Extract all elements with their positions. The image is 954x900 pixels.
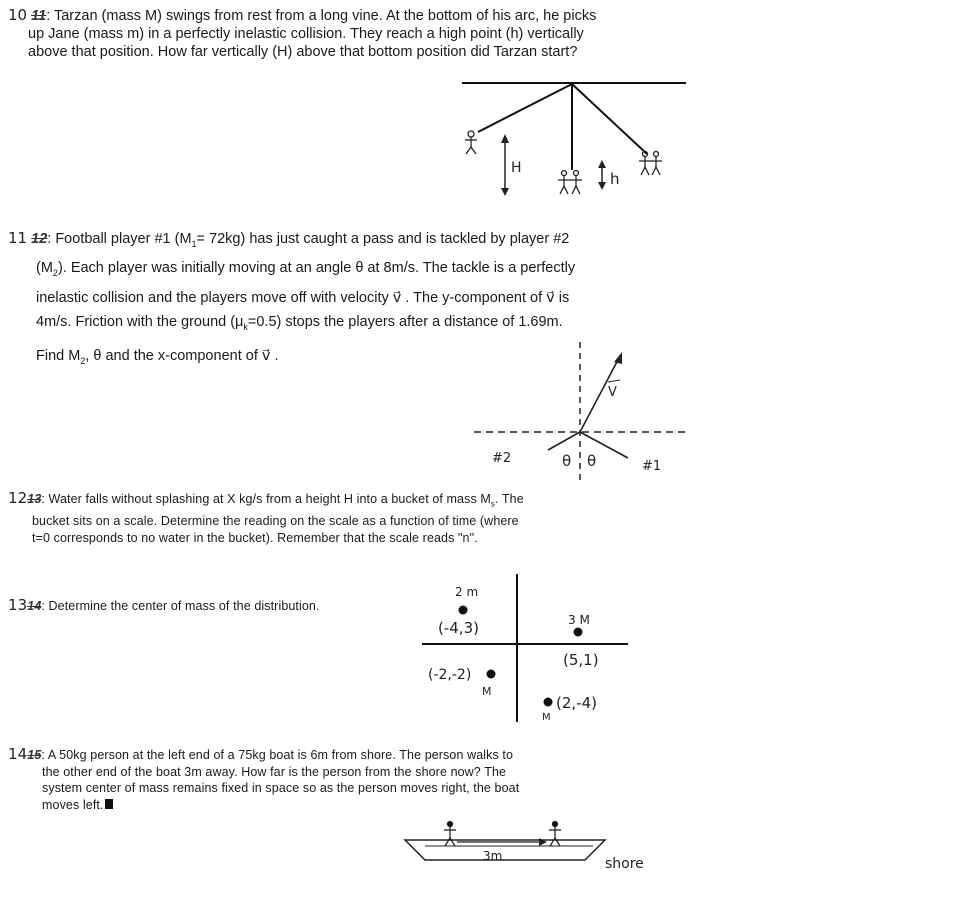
velocity-arrowhead bbox=[614, 352, 622, 364]
problem-10-line3: above that position. How far vertically (H) above that bottom position did Tarzan start? bbox=[28, 44, 578, 60]
problem-11-sub2: 2 bbox=[52, 268, 58, 279]
problem-10-line1: : Tarzan (mass M) swings from rest from a long vine. At the bottom of his arc, he picks bbox=[46, 8, 597, 24]
problem-14-line2: the other end of the boat 3m away. How far is the person from the shore now? The bbox=[42, 764, 507, 779]
problem-11-line2-start: (M bbox=[36, 260, 53, 277]
football-diagram bbox=[470, 340, 690, 490]
problem-12-line3: t=0 corresponds to no water in the bucket). Remember that the scale reads "n". bbox=[32, 530, 478, 545]
mass1-label: 2 m bbox=[455, 585, 479, 599]
tarzan-jane-high-figure bbox=[639, 152, 662, 176]
mass2-dot bbox=[574, 628, 583, 637]
boat-diagram bbox=[395, 816, 665, 882]
problem-12-line1-end: . The bbox=[495, 492, 524, 506]
problem-13-line1: : Determine the center of mass of the distribution. bbox=[41, 599, 320, 613]
problem-11-line3: inelastic collision and the players move off with velocity v⃗ . The y-component of v⃗ is bbox=[36, 289, 570, 306]
problem-11-line5-end: , θ and the x-component of v⃗ . bbox=[85, 347, 279, 364]
tarzan-left-figure bbox=[465, 131, 477, 154]
label-H: H bbox=[511, 160, 522, 176]
mass2-label: 3 M bbox=[568, 613, 590, 627]
problem-12-text bbox=[8, 490, 648, 546]
mass4-label: M bbox=[542, 712, 551, 723]
problem-10-text bbox=[8, 6, 688, 61]
height-h-arrow bbox=[598, 160, 606, 190]
redaction-mark bbox=[105, 799, 113, 809]
problem-12-struck-number: 13 bbox=[27, 492, 42, 506]
problem-10-number: 10 bbox=[8, 6, 28, 24]
problem-14-number: 14 bbox=[8, 745, 28, 763]
problem-11-line5-start: Find M bbox=[36, 347, 81, 364]
problem-11-line2-end: ). Each player was initially moving at an angle θ at 8m/s. The tackle is a perfectly bbox=[57, 260, 576, 277]
label-theta-right: θ bbox=[587, 452, 597, 470]
vine-right bbox=[572, 84, 647, 154]
mass4-coord: (2,-4) bbox=[556, 694, 597, 712]
problem-13-number: 13 bbox=[8, 596, 28, 614]
problem-14-line3: system center of mass remains fixed in space so as the person moves right, the boat bbox=[42, 781, 520, 795]
problem-14-text bbox=[8, 746, 608, 813]
problem-11-line1-end: = 72kg) has just caught a pass and is tackled by player #2 bbox=[196, 231, 570, 247]
boat-outline bbox=[405, 840, 605, 860]
height-H-arrow bbox=[501, 134, 509, 196]
mass1-dot bbox=[459, 606, 468, 615]
label-h: h bbox=[610, 170, 620, 188]
problem-13-text bbox=[8, 597, 408, 615]
mass3-coord: (-2,-2) bbox=[428, 667, 472, 683]
problem-11-sub1: 1 bbox=[191, 238, 197, 249]
problem-11-sub3: 2 bbox=[80, 355, 86, 366]
problem-10-struck-number: 11 bbox=[31, 8, 47, 24]
problem-11-line4-start: 4m/s. Friction with the ground (μ bbox=[36, 314, 244, 331]
mass4-dot bbox=[544, 698, 553, 707]
problem-12-sub-s: s bbox=[490, 499, 496, 509]
label-theta-left: θ bbox=[562, 452, 572, 470]
mass2-coord: (5,1) bbox=[563, 651, 599, 669]
mass1-coord: (-4,3) bbox=[438, 619, 479, 637]
problem-14-line1: : A 50kg person at the left end of a 75kg boat is 6m from shore. The person walks to bbox=[41, 748, 514, 762]
problem-11-sub-k: k bbox=[243, 322, 248, 333]
vine-left bbox=[478, 84, 572, 132]
tarzan-diagram bbox=[440, 72, 700, 222]
problem-14-line4: moves left. bbox=[42, 797, 104, 812]
person-right-figure bbox=[549, 822, 561, 847]
problem-11-line4-end: =0.5) stops the players after a distance of 1.69m. bbox=[247, 314, 563, 331]
distance-arrowhead bbox=[539, 838, 547, 846]
problem-11-struck-number: 12 bbox=[31, 231, 48, 247]
mass3-dot bbox=[487, 670, 496, 679]
problem-12-line1: : Water falls without splashing at X kg/s from a height H into a bucket of mass M bbox=[41, 492, 491, 506]
person-left-figure bbox=[444, 822, 456, 847]
problem-12-number: 12 bbox=[8, 489, 28, 507]
center-of-mass-diagram bbox=[420, 568, 640, 728]
label-player2: #2 bbox=[492, 451, 512, 466]
label-v: V bbox=[608, 385, 617, 400]
problem-11-number: 11 bbox=[8, 229, 28, 247]
tarzan-jane-bottom-figure bbox=[558, 171, 582, 195]
label-player1: #1 bbox=[642, 459, 662, 474]
label-distance: 3m bbox=[483, 849, 503, 863]
label-v-arrow bbox=[608, 380, 620, 382]
problem-10-line2: up Jane (mass m) in a perfectly inelastic collision. They reach a high point (h) vertically bbox=[28, 26, 584, 42]
problem-13-struck-number: 14 bbox=[27, 599, 42, 613]
problem-11-line1: : Football player #1 (M bbox=[47, 231, 192, 247]
label-shore: shore bbox=[605, 856, 644, 872]
mass3-label: M bbox=[482, 685, 492, 698]
player2-path bbox=[548, 432, 580, 450]
problem-12-line2: bucket sits on a scale. Determine the reading on the scale as a function of time (where bbox=[32, 514, 519, 528]
problem-14-struck-number: 15 bbox=[27, 748, 42, 762]
